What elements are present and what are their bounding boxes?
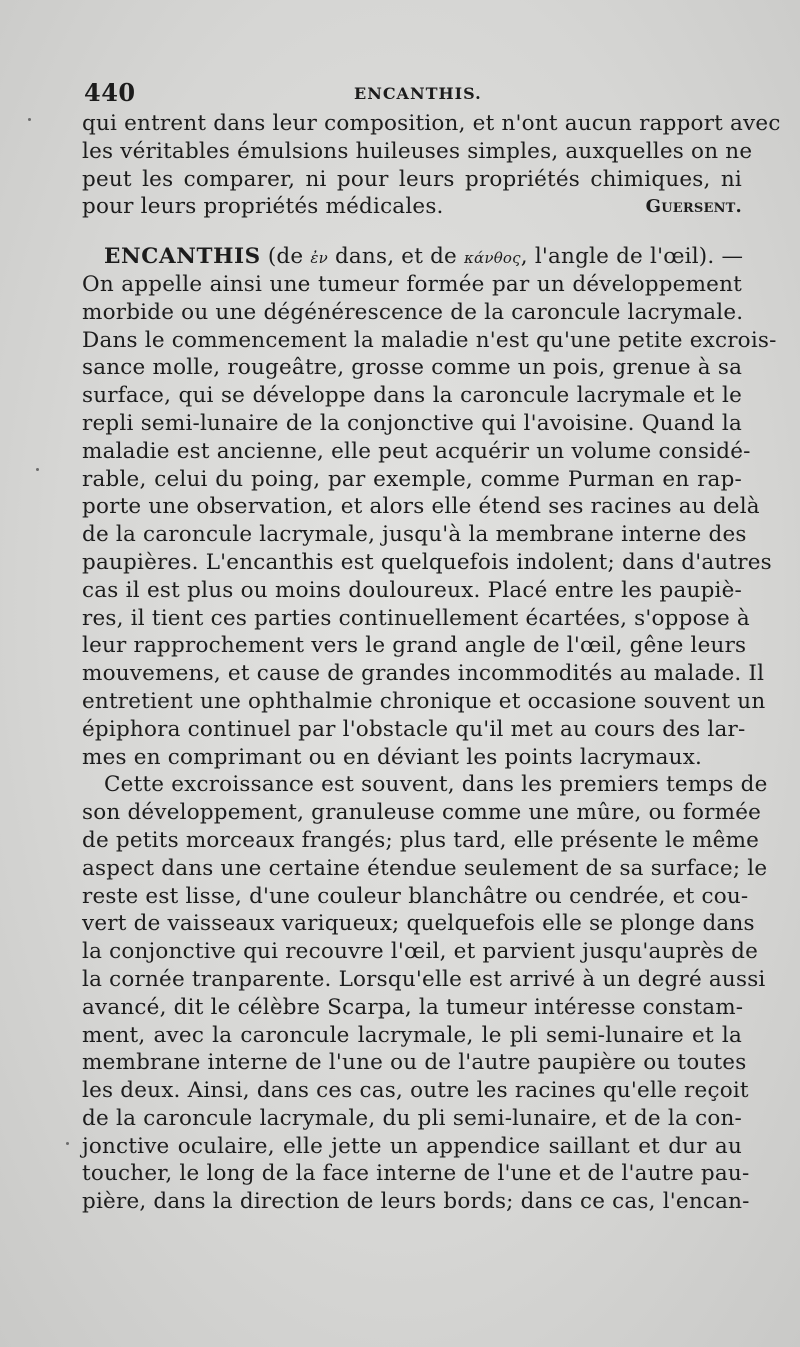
text-line: épiphora continuel par l'obstacle qu'il met au cours des lar-: [82, 716, 746, 742]
text-line: Cette excroissance est souvent, dans les premiers temps de: [104, 772, 768, 798]
paragraph-2: [82, 771, 768, 1216]
paper-speck: [36, 468, 39, 471]
page-number: 440: [84, 78, 136, 107]
text-line: repli semi-lunaire de la conjonctive qui l'avoisine. Quand la: [82, 410, 742, 436]
text-line: vert de vaisseaux variqueux; quelquefois elle se plonge dans: [82, 911, 755, 937]
running-head: ENCANTHIS.: [354, 84, 482, 103]
author-signature: Guersent.: [645, 196, 742, 218]
text-line: membrane interne de l'une ou de l'autre paupière ou toutes: [82, 1050, 747, 1076]
etymology-middle: dans, et de: [327, 244, 465, 270]
text-line: leur rapprochement vers le grand angle de l'œil, gêne leurs: [82, 633, 747, 659]
paper-speck: [28, 118, 31, 121]
text-line: Dans le commencement la maladie n'est qu'une petite excrois-: [82, 327, 777, 353]
text-line: pour leurs propriétés médicales.: [82, 194, 444, 220]
greek-word-kanthos: κάνθος: [464, 249, 521, 268]
text-line: mes en comprimant ou en déviant les points lacrymaux.: [82, 744, 703, 770]
text-line: qui entrent dans leur composition, et n'ont aucun rapport avec: [82, 111, 781, 136]
greek-word-en: ἐν: [310, 249, 328, 268]
text-line: entretient une ophthalmie chronique et occasione souvent un: [82, 688, 766, 714]
article-heading-line: [82, 243, 742, 271]
page-header: [84, 78, 784, 108]
text-line: son développement, granuleuse comme une mûre, ou formée: [82, 800, 762, 826]
previous-article-ending: [82, 110, 781, 221]
text-line: ment, avec la caroncule lacrymale, le pli semi-lunaire et la: [82, 1022, 742, 1048]
etymology-close: , l'angle de l'œil). —: [520, 244, 744, 270]
article-headword: ENCANTHIS: [104, 244, 261, 270]
text-line: reste est lisse, d'une couleur blanchâtre ou cendrée, et cou-: [82, 883, 749, 909]
text-line: aspect dans une certaine étendue seulement de sa surface; le: [82, 855, 768, 881]
text-line: sance molle, rougeâtre, grosse comme un pois, grenue à sa: [82, 355, 743, 381]
text-line: de la caroncule lacrymale, jusqu'à la membrane interne des: [82, 522, 747, 548]
text-line: toucher, le long de la face interne de l'une et de l'autre pau-: [82, 1161, 750, 1187]
text-line: paupières. L'encanthis est quelquefois indolent; dans d'autres: [82, 549, 772, 575]
paper-speck: [66, 1142, 69, 1145]
text-line: res, il tient ces parties continuellement écartées, s'oppose à: [82, 605, 750, 631]
body-text: [82, 110, 781, 1216]
text-line: morbide ou une dégénérescence de la caroncule lacrymale.: [82, 299, 744, 325]
etymology-open: (de: [260, 244, 311, 270]
text-line: pière, dans la direction de leurs bords; dans ce cas, l'encan-: [82, 1189, 750, 1215]
text-line: surface, qui se développe dans la caroncule lacrymale et le: [82, 383, 742, 409]
text-line: la conjonctive qui recouvre l'œil, et parvient jusqu'auprès de: [82, 939, 759, 965]
text-line: porte une observation, et alors elle étend ses racines au delà: [82, 494, 760, 520]
text-line: les véritables émulsions huileuses simples, auxquelles on ne: [82, 138, 753, 164]
text-line: mouvemens, et cause de grandes incommodités au malade. Il: [82, 661, 765, 687]
text-line: cas il est plus ou moins douloureux. Placé entre les paupiè-: [82, 577, 742, 603]
text-line: peut les comparer, ni pour leurs propriétés chimiques, ni: [82, 166, 742, 192]
text-line: On appelle ainsi une tumeur formée par un développement: [82, 271, 742, 297]
text-line-with-signature: [82, 193, 742, 221]
text-line: maladie est ancienne, elle peut acquérir un volume considé-: [82, 438, 751, 464]
article-encanthis: [82, 243, 777, 771]
text-line: de la caroncule lacrymale, du pli semi-lunaire, et de la con-: [82, 1105, 742, 1131]
text-line: la cornée tranparente. Lorsqu'elle est arrivé à un degré aussi: [82, 966, 766, 992]
text-line: rable, celui du poing, par exemple, comme Purman en rap-: [82, 466, 742, 492]
text-line: de petits morceaux frangés; plus tard, elle présente le même: [82, 827, 760, 853]
text-line: avancé, dit le célèbre Scarpa, la tumeur intéresse constam-: [82, 994, 744, 1020]
text-line: jonctive oculaire, elle jette un appendice saillant et dur au: [82, 1133, 742, 1159]
text-line: les deux. Ainsi, dans ces cas, outre les racines qu'elle reçoit: [82, 1078, 749, 1104]
